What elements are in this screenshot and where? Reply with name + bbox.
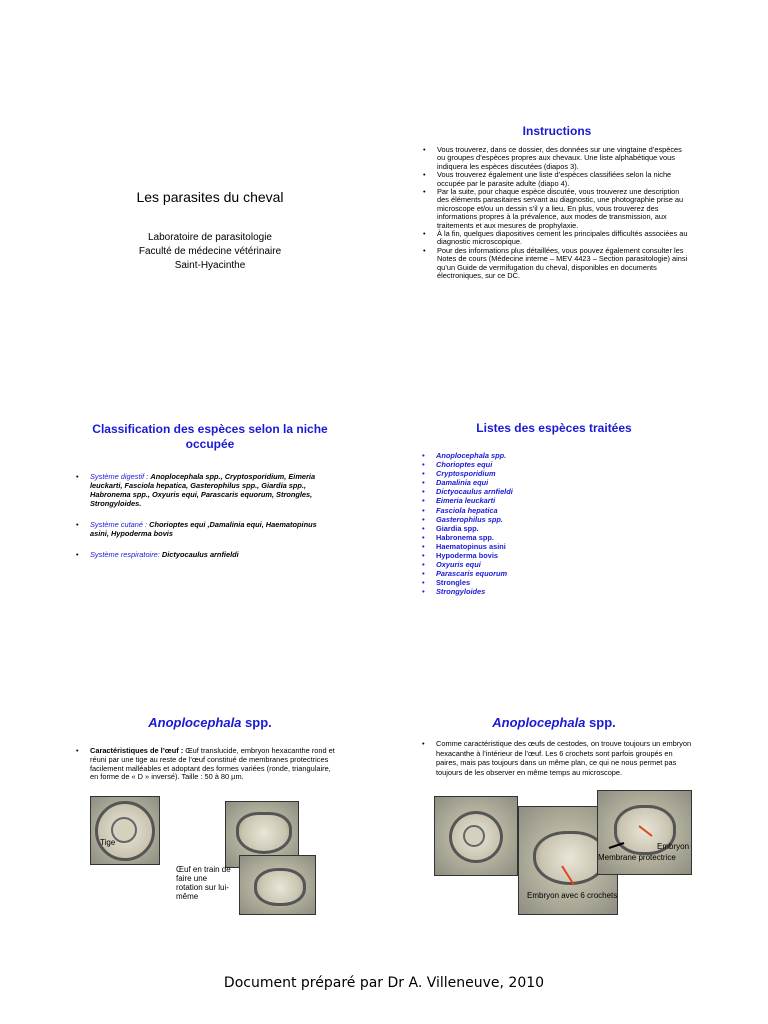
annotation-arrows — [384, 700, 768, 940]
classification-list — [76, 472, 336, 559]
species-item: • Gasterophilus spp. — [422, 515, 642, 524]
classification-item — [76, 472, 336, 508]
slide-anoplocephala-egg — [0, 700, 384, 940]
egg-shape — [254, 868, 306, 906]
species-item: • Fasciola hepatica — [422, 506, 642, 515]
anoplocephala-title — [110, 715, 310, 730]
niche-label: Système cutané : — [90, 520, 148, 529]
slide-instructions — [384, 0, 768, 290]
niche-species: Chorioptes equi ,Damalinia equi, Haematopinus asini, Hypoderma bovis — [90, 520, 317, 538]
slide-title-affiliation — [0, 231, 420, 273]
slide-title-heading: Les parasites du cheval — [136, 189, 284, 205]
title-genus: Anoplocephala — [148, 715, 242, 730]
instructions-item: • Vous trouverez également une liste d’espèces classifiées selon la niche occupée par le parasite adulte (diapo 4). — [423, 171, 691, 188]
label-embryo: Embryon — [657, 842, 690, 851]
embryo-description-item: • Comme caractéristique des œufs de cestodes, on trouve toujours un embryon hexacanthe à l’intérieur de l’œuf. Les 6 crochets sont parfois groupés en paires, mais pas toujours dans un même plan, ce qui ne nous permet pas toujours de les observer en même temps au microscope. — [422, 739, 692, 777]
affiliation-line: Saint-Hyacinthe — [174, 260, 246, 271]
species-item: • Haematopinus asini — [422, 542, 642, 551]
instructions-item: • Par la suite, pour chaque espèce discutée, vous trouverez une description des éléments parasitaires servant au diagnostic, une photographie prise au microscope et/ou un dessin s’il y a lieu. En plus, vous trouverez des informations propres à la prévalence, aux modes de transmission, aux traitements et aux mesures de prophylaxie. — [423, 188, 691, 230]
egg-shape — [236, 812, 292, 854]
species-item: • Chorioptes equi — [422, 460, 642, 469]
label-tige: Tige — [100, 838, 116, 847]
arrow-membrane — [609, 843, 624, 848]
species-item: • Oxyuris equi — [422, 560, 642, 569]
species-item: • Dictyocaulus arnfieldi — [422, 487, 642, 496]
classification-item — [76, 520, 336, 538]
label-embryo-hooks: Embryon avec 6 crochets — [527, 891, 618, 900]
species-item: • Eimeria leuckarti — [422, 496, 642, 505]
slide-classification — [0, 410, 384, 700]
label-rotation: Œuf en train de faire une rotation sur lui-même — [176, 865, 231, 901]
species-item: • Hypoderma bovis — [422, 551, 642, 560]
egg-description-item — [76, 747, 338, 782]
egg-description — [76, 747, 338, 782]
title-genus: Anoplocephala — [492, 715, 586, 730]
classification-item — [76, 550, 336, 559]
classification-title: Classification des espèces selon la niche occupée — [92, 422, 328, 451]
egg-description-label: Caractéristiques de l’œuf : — [90, 746, 184, 755]
micrograph-egg-stalk — [90, 796, 160, 865]
instructions-title: Instructions — [522, 124, 592, 138]
instructions-item: • Vous trouverez, dans ce dossier, des données sur une vingtaine d’espèces ou groupes d’espèces propres aux chevaux. Une liste alphabétique vous indiquera les espèces discutées (diapos 3). — [423, 146, 691, 171]
species-item: • Anoplocephala spp. — [422, 451, 642, 460]
species-item: • Parascaris equorum — [422, 569, 642, 578]
species-list — [422, 451, 642, 597]
species-list-title: Listes des espèces traitées — [476, 421, 632, 435]
instructions-item: • Pour des informations plus détaillées, vous pouvez également consulter les Notes de cours (Médecine interne – MEV 4423 – Section parasitologie) ainsi qu’un Guide de vermifugation du cheval, disponibles en documents électroniques, sur ce DC. — [423, 247, 691, 281]
arrow-hooks — [562, 866, 574, 885]
title-suffix: spp. — [585, 715, 616, 730]
arrow-embryo — [639, 826, 652, 836]
species-item: • Cryptosporidium — [422, 469, 642, 478]
title-suffix: spp. — [241, 715, 272, 730]
instructions-list — [423, 146, 691, 281]
slide-anoplocephala-embryo — [384, 700, 768, 940]
label-membrane: Membrane protectrice — [598, 853, 676, 862]
egg-description-text: Œuf translucide, embryon hexacanthe rond et réuni par une tige au reste de l’œuf constitué de membranes protectrices facilement malléables et adoptant des formes variées (ronde, triangulaire, en forme de « D » inversé). Taille : 50 à 80 µm. — [90, 746, 335, 782]
species-item: • Strongyloides — [422, 587, 642, 596]
instructions-item: • À la fin, quelques diapositives cement les principales difficultés associées au diagnostic microscopique. — [423, 230, 691, 247]
affiliation-line: Laboratoire de parasitologie — [148, 232, 272, 243]
species-item: • Giardia spp. — [422, 524, 642, 533]
niche-species: Anoplocephala spp., Cryptosporidium, Eimeria leuckarti, Fasciola hepatica, Gasterophilus spp., Giardia spp., Habronema spp., Oxyuris equi, Parascaris equorum, Strongles, Strongyloides. — [90, 472, 316, 508]
document-footer: Document préparé par Dr A. Villeneuve, 2010 — [223, 975, 545, 991]
species-item: • Habronema spp. — [422, 533, 642, 542]
slide-title — [0, 0, 384, 290]
affiliation-line: Faculté de médecine vétérinaire — [138, 246, 282, 257]
slide-species-list — [384, 410, 768, 700]
niche-species: Dictyocaulus arnfieldi — [161, 550, 239, 559]
micrograph-egg-rotation-2 — [239, 855, 316, 915]
species-item: • Strongles — [422, 578, 642, 587]
species-item: • Damalinia equi — [422, 478, 642, 487]
niche-label: Système digestif : — [90, 472, 149, 481]
niche-label: Système respiratoire: — [90, 550, 160, 559]
